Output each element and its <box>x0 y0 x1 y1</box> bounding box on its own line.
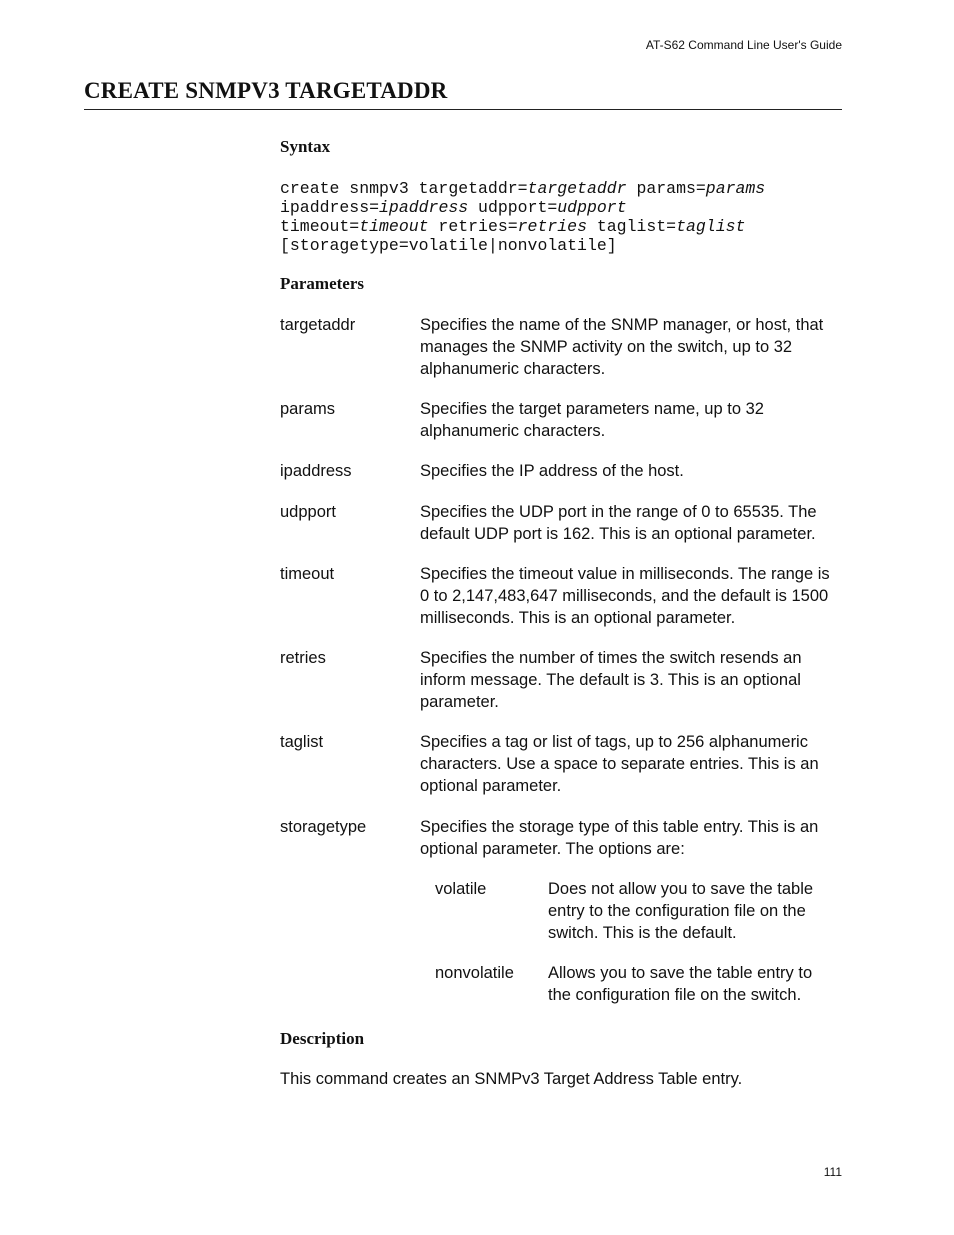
syntax-keyword: [storagetype=volatile|nonvolatile] <box>280 236 617 255</box>
param-name: params <box>280 400 336 418</box>
syntax-argument: retries <box>517 217 587 236</box>
syntax-argument: timeout <box>359 217 429 236</box>
param-description: Specifies the storage type of this table entry. This is an optional parameter. The options are: <box>420 818 819 858</box>
parameters-heading: Parameters <box>280 274 365 293</box>
title-rule <box>84 109 842 110</box>
syntax-keyword: retries= <box>428 217 518 236</box>
param-name: udpport <box>280 503 336 521</box>
syntax-keyword: create snmpv3 targetaddr= <box>280 179 528 198</box>
syntax-heading: Syntax <box>280 137 331 156</box>
param-description: Specifies the UDP port in the range of 0 to 65535. The default UDP port is 162. This is an optional parameter. <box>420 503 817 543</box>
syntax-keyword: udpport= <box>468 198 558 217</box>
param-description: Specifies a tag or list of tags, up to 256 alphanumeric characters. Use a space to separate entries. This is an optional parameter. <box>420 733 819 795</box>
param-description: Specifies the timeout value in milliseconds. The range is 0 to 2,147,483,647 milliseconds, and the default is 1500 milliseconds. This is an optional parameter. <box>420 565 830 627</box>
running-head: AT-S62 Command Line User's Guide <box>645 38 842 52</box>
syntax-keyword: ipaddress= <box>280 198 380 217</box>
param-name: ipaddress <box>280 462 352 480</box>
syntax-argument: params <box>705 179 766 198</box>
option-name: nonvolatile <box>435 964 514 982</box>
description-text: This command creates an SNMPv3 Target Address Table entry. <box>280 1070 743 1088</box>
option-description: Allows you to save the table entry to the configuration file on the switch. <box>548 964 813 1004</box>
param-description: Specifies the target parameters name, up to 32 alphanumeric characters. <box>420 400 764 440</box>
description-heading: Description <box>280 1029 365 1048</box>
param-name: timeout <box>280 565 335 583</box>
param-description: Specifies the number of times the switch resends an inform message. The default is 3. This is an optional parameter. <box>420 649 802 711</box>
option-name: volatile <box>435 880 487 898</box>
syntax-argument: taglist <box>676 217 746 236</box>
page-number: 111 <box>823 1165 842 1179</box>
page-title: CREATE SNMPV3 TARGETADDR <box>84 78 448 103</box>
param-name: storagetype <box>280 818 367 836</box>
param-name: taglist <box>280 733 324 751</box>
syntax-keyword: timeout= <box>280 217 360 236</box>
syntax-argument: targetaddr <box>527 179 627 198</box>
syntax-block <box>280 179 765 255</box>
option-description: Does not allow you to save the table entry to the configuration file on the switch. This is the default. <box>548 880 814 942</box>
syntax-keyword: taglist= <box>586 217 677 236</box>
param-name: retries <box>280 649 326 667</box>
syntax-keyword: params= <box>626 179 706 198</box>
syntax-argument: udpport <box>557 198 627 217</box>
param-description: Specifies the IP address of the host. <box>420 462 684 480</box>
param-description: Specifies the name of the SNMP manager, or host, that manages the SNMP activity on the switch, up to 32 alphanumeric characters. <box>420 316 824 378</box>
param-name: targetaddr <box>280 316 356 334</box>
syntax-argument: ipaddress <box>379 198 469 217</box>
